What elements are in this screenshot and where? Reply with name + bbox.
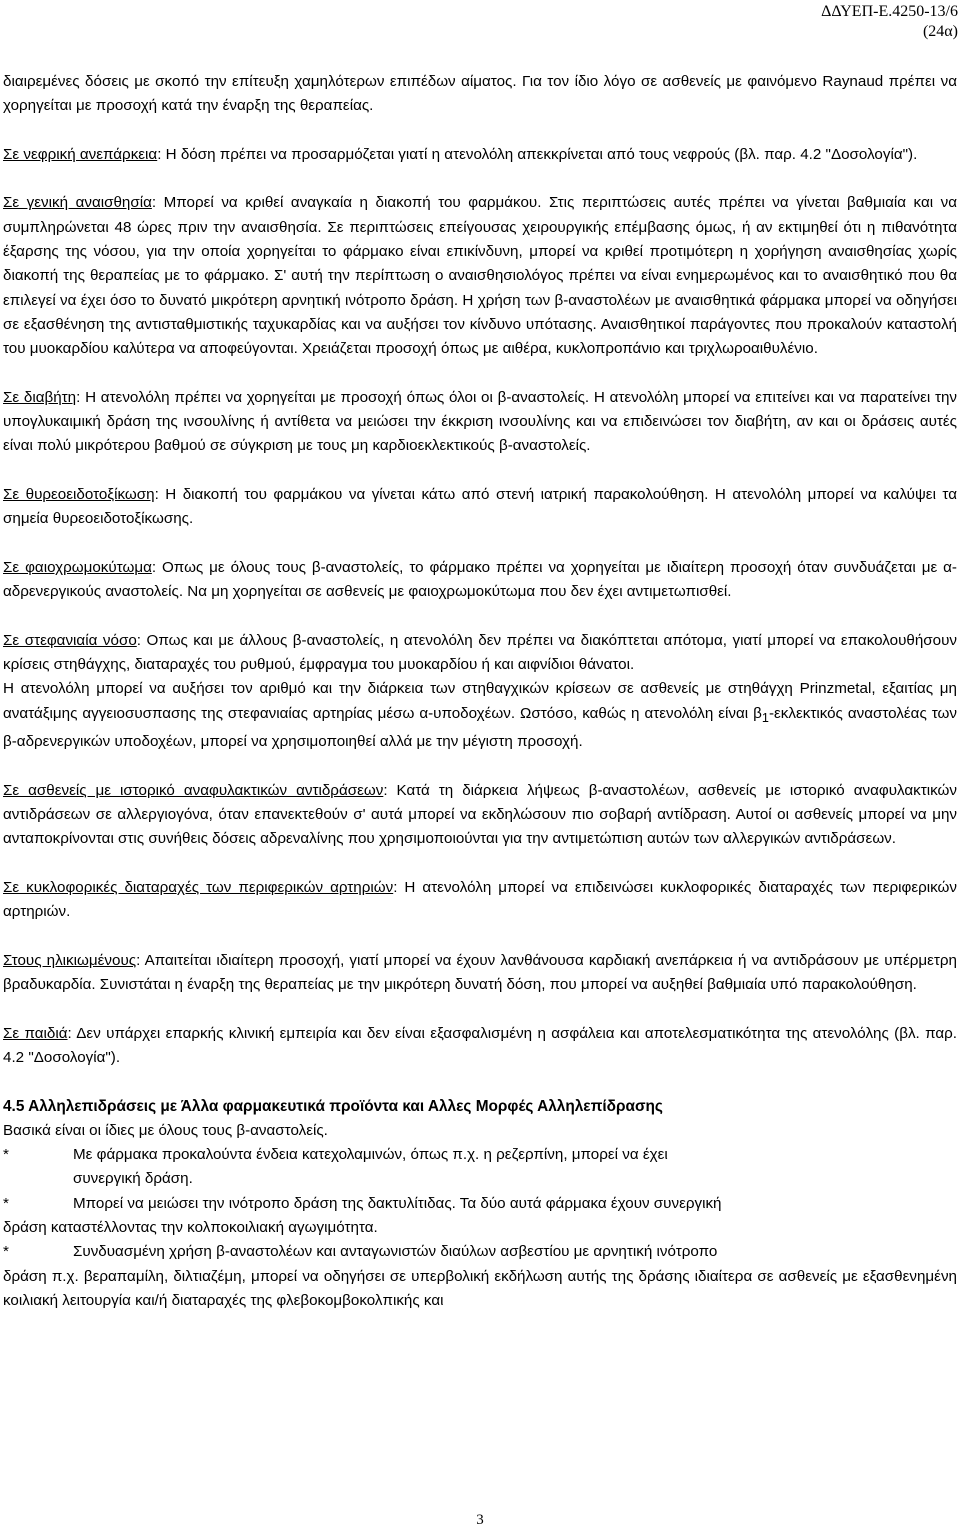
- elderly-heading: Στους ηλικιωμένους: [3, 951, 137, 969]
- document-header: [821, 2, 958, 42]
- paragraph-children: Σε παιδιά: Δεν υπάρχει επαρκής κλινική εμπειρία και δεν είναι εξασφαλισμένη η ασφάλεια και αποτελεσματικότητα της ατενολόλης (βλ. παρ. 4.2 "Δοσολογία").: [3, 1024, 958, 1066]
- bullet-marker: *: [3, 1243, 9, 1261]
- children-heading: Σε παιδιά: [3, 1024, 68, 1042]
- paragraph-elderly: Στους ηλικιωμένους: Απαιτείται ιδιαίτερη προσοχή, γιατί μπορεί να έχουν λανθάνουσα καρδιακή ανεπάρκεια ή να αντιδράσουν με υπέρμετρη βραδυκαρδία. Συνιστάται η έναρξη της θεραπείας με την μικρότερη δυνατή δόση, που μπορεί να αυξηθεί βαθμιαία υπό παρακολούθηση.: [3, 951, 957, 994]
- diabetes-heading: Σε διαβήτη: [3, 388, 77, 406]
- paragraph-pheochromocytoma: Σε φαιοχρωμοκύτωμα: Οπως με όλους τους β-αναστολείς, το φάρμακο πρέπει να χορηγείται με ιδιαίτερη προσοχή όταν συνδυάζεται με α-αδρενεργικούς αναστολείς. Να μη χορηγείται σε ασθενείς με φαιοχρωμοκύτωμα που δεν έχει αντιμετωπισθεί.: [3, 558, 957, 601]
- paragraph-prinzmetal: Η ατενολόλη μπορεί να αυξήσει τον αριθμό και την διάρκεια των στηθαγχικών κρίσεων σε ασθενείς με στηθάγχη Prinzmetal, εξαιτίας μη ανατάξιμης αγγειοσυσπασης της στεφανιαίας αρτηρίας μέσω α-υποδοχέων. Ωστόσο, καθώς η ατενολόλη είναι $\beta_1$-εκλεκτικός αναστολέας των β-αδρενεργικών υποδοχέων, μπορεί να χρησιμοποιηθεί αλλά με την μέγιστη προσοχή.: [3, 680, 957, 751]
- paragraph-raynaud: διαιρεμένες δόσεις με σκοπό την επίτευξη χαμηλότερων επιπέδων αίματος. Για τον ίδιο λόγο σε ασθενείς με φαινόμενο Raynaud πρέπει να χορηγείται με προσοχή κατά την έναρξη της θεραπείας.: [3, 73, 957, 115]
- section-heading: 4.5 Αλληλεπιδράσεις με Άλλα φαρμακευτικά προϊόντα και Αλλες Μορφές Αλληλεπίδρασης: [3, 1097, 663, 1115]
- document-body: [3, 70, 957, 1313]
- list-item: * Με φάρμακα προκαλούντα ένδεια κατεχολαμινών, όπως π.χ. η ρεζερπίνη, μπορεί να έχει συνεργική δράση.: [3, 1143, 957, 1192]
- page-number: 3: [476, 1512, 484, 1528]
- paragraph-coronary: Σε στεφανιαία νόσο: Οπως και με άλλους β-αναστολείς, η ατενολόλη δεν πρέπει να διακόπτεται απότομα, γιατί μπορεί να επακολουθήσουν κρίσεις στηθάγχης, διαταραχές του ρυθμού, έμφραγμα του μυοκαρδίου ή και αιφνίδιοι θάνατοι.: [3, 631, 957, 674]
- paragraph-anesthesia: Σε γενική αναισθησία: Μπορεί να κριθεί αναγκαία η διακοπή του φαρμάκου. Στις περιπτώσεις αυτές πρέπει να γίνεται βαθμιαία και να συμπληρώνεται 48 ώρες πριν την αναισθησία. Σε περιπτώσεις επείγουσας χειρουργικής επέμβασης όμως, ή αν εκτιμηθεί ότι η πιθανότητα έξαρσης της νόσου, για την οποία χορηγείται το φάρμακο είναι επικίνδυνη, μπορεί να κριθεί προτιμότερη η χορήγηση αναισθησίας χωρίς διακοπή της θεραπείας με το φάρμακο. Σ' αυτή την περίπτωση ο αναισθησιολόγος πρέπει να είναι ενημερωμένος και το αναισθητικό που θα επιλεγεί να έχει όσο το δυνατό μικρότερη αρνητική ινότροπο δράση. Η χρήση των β-αναστολέων με αναισθητικά φάρμακα μπορεί να οδηγήσει σε εξασθένηση της αντισταθμιστικής ταχυκαρδίας και να αυξήσει τον κίνδυνο υπότασης. Αναισθητικοί παράγοντες που προκαλούν καταστολή του μυοκαρδίου καλύτερα να αποφεύγονται. Χρειάζεται προσοχή όπως με αιθέρα, κυκλοπροπάνιο και τριχλωροαιθυλένιο.: [3, 194, 957, 358]
- paragraph-anaphylaxis: Σε ασθενείς με ιστορικό αναφυλακτικών αντιδράσεων: Κατά τη διάρκεια λήψεως β-αναστολέων, ασθενείς με ιστορικό αναφυλακτικών αντιδράσεων σε αλλεργιογόνα, όταν επανεκτεθούν σ' αυτά μπορεί να εκδηλώσουν πιο σοβαρή αντίδραση. Αυτοί οι ασθενείς μπορεί να μην ανταποκρίνονται στις συνήθεις δόσεις αδρεναλίνης που χρησιμοποιούνται για την αντιμετώπιση αυτών των αλλεργικών αντιδράσεων.: [3, 781, 957, 848]
- paragraph-renal: Σε νεφρική ανεπάρκεια: Η δόση πρέπει να προσαρμόζεται γιατί η ατενολόλη απεκκρίνεται από τους νεφρούς (βλ. παρ. 4.2 "Δοσολογία").: [3, 145, 918, 163]
- anesthesia-heading: Σε γενική αναισθησία: [3, 194, 152, 212]
- document-subid: (24α): [922, 23, 958, 40]
- renal-heading: Σε νεφρική ανεπάρκεια: [3, 145, 158, 163]
- thyro-heading: Σε θυρεοειδοτοξίκωση: [3, 486, 155, 504]
- beta-subscript: 1: [761, 710, 769, 725]
- list-item: * Μπορεί να μειώσει την ινότροπο δράση της δακτυλίτιδας. Τα δύο αυτά φάρμακα έχουν συνεργική δράση καταστέλλοντας την κολποκοιλιακή αγωγιμότητα.: [3, 1192, 957, 1241]
- paragraph-thyrotoxicosis: Σε θυρεοειδοτοξίκωση: Η διακοπή του φαρμάκου να γίνεται κάτω από στενή ιατρική παρακολούθηση. Η ατενολόλη μπορεί να καλύψει τα σημεία θυρεοειδοτοξίκωσης.: [3, 486, 957, 528]
- list-item: * Συνδυασμένη χρήση β-αναστολέων και ανταγωνιστών διαύλων ασβεστίου με αρνητική ινότροπο δράση π.χ. βεραπαμίλη, διλτιαζέμη, μπορεί να οδηγήσει σε υπερβολική εκδήλωση αυτής της δράσης ιδιαίτερα σε ασθενείς με εξασθενημένη κοιλιακή λειτουργία και/ή διαταραχές της φλεβοκομβοκολπικής και: [3, 1240, 957, 1313]
- bullet-marker: *: [3, 1146, 9, 1164]
- section-intro: Βασικά είναι οι ίδιες με όλους τους β-αναστολείς.: [3, 1121, 328, 1139]
- peripheral-heading: Σε κυκλοφορικές διαταραχές των περιφερικών αρτηριών: [3, 878, 394, 896]
- paragraph-peripheral: Σε κυκλοφορικές διαταραχές των περιφερικών αρτηριών: Η ατενολόλη μπορεί να επιδεινώσει κυκλοφορικές διαταραχές των περιφερικών αρτηριών.: [3, 878, 958, 921]
- bullet-marker: *: [3, 1194, 9, 1212]
- document-id: ΔΔΥΕΠ-Ε.4250-13/6: [821, 3, 958, 20]
- allergy-heading: Σε ασθενείς με ιστορικό αναφυλακτικών αντιδράσεων: [3, 781, 384, 799]
- angina-heading: Σε στεφανιαία νόσο: [3, 631, 137, 649]
- pheo-heading: Σε φαιοχρωμοκύτωμα: [3, 558, 152, 576]
- paragraph-diabetes: Σε διαβήτη: Η ατενολόλη πρέπει να χορηγείται με προσοχή όπως όλοι οι β-αναστολείς. Η ατενολόλη μπορεί να επιτείνει και να παρατείνει την υπογλυκαιμική δράση της ινσουλίνης ή αντίθετα να μειώσει την έκκριση ινσουλίνης και να επιδεινώσει τον διαβήτη, αν και οι δράσεις αυτές είναι πολύ μικρότερου βαθμού σε σύγκριση με τους μη καρδιοεκλεκτικούς β-αναστολείς.: [3, 388, 957, 455]
